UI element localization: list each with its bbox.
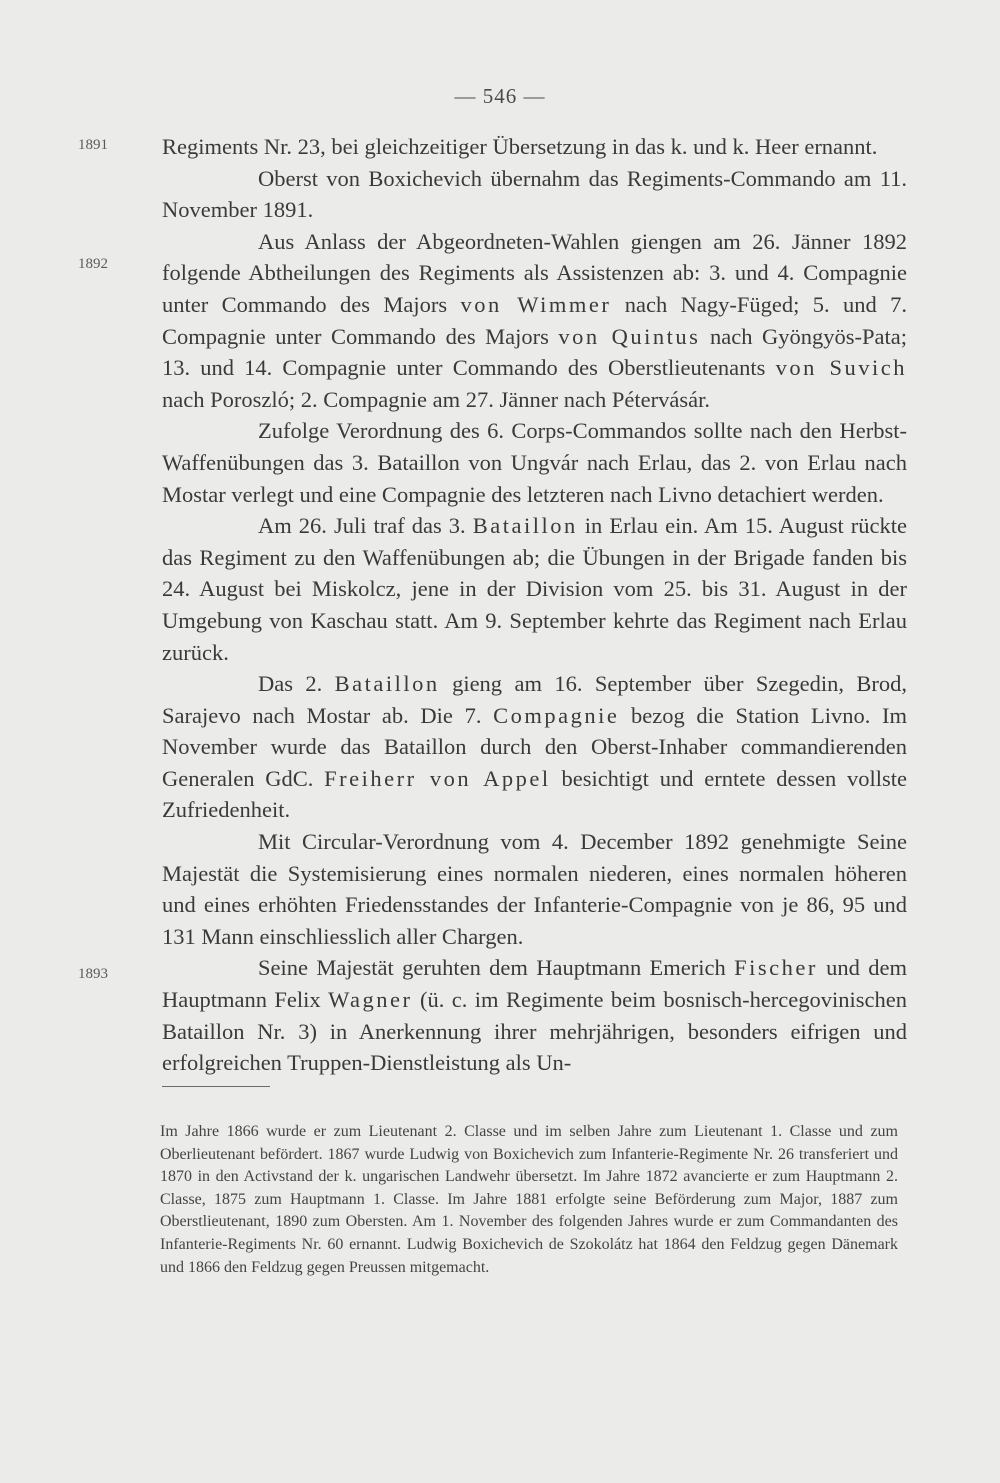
paragraph-7: Mit Circular-Verordnung vom 4. December 1892 genehmigte Seine Majestät die Systemisierung eines normalen niederen, eines normalen höheren und eines erhöhten Friedensstandes der Infanterie-Compagnie von je 86, 95 und 131 Mann einschliesslich aller Chargen. [162,829,907,949]
margin-year-1891: 1891 [78,137,108,153]
name-wimmer: von Wimmer [460,291,612,317]
name-suvich: von Suvich [775,355,907,381]
paragraph-1: Regiments Nr. 23, bei gleichzeitiger Übersetzung in das k. und k. Heer ernannt. [162,134,878,159]
paragraph-8-text: und dem Hauptmann Felix [162,955,907,1013]
footnote: Im Jahre 1866 wurde er zum Lieutenant 2. Classe und im selben Jahre zum Lieutenant 1. Classe und zum Oberlieutenant befördert. 1867 wurde Ludwig von Boxichevich zum Infanterie-Regimente Nr. 26 transferiert und 1870 in den Activstand der k. ungarischen Landwehr übersetzt. Im Jahre 1872 avancierte er zum Hauptmann 2. Classe, 1875 zum Hauptmann 1. Classe. Im Jahre 1881 erfolgte seine Beförderung zum Major, 1887 zum Oberstlieutenant, 1890 zum Obersten. Am 1. November des folgenden Jahres wurde er zum Commandanten des Infanterie-Regiments Nr. 60 ernannt. Ludwig Boxichevich de Szokolátz hat 1864 den Feldzug gegen Dänemark und 1866 den Feldzug gegen Preussen mitgemacht. [160,1123,898,1276]
paragraph-2: Oberst von Boxichevich übernahm das Regiments-Commando am 11. November 1891. [162,165,907,223]
paragraph-6-text: gieng am 16. September über Szegedin, Brod, Sarajevo nach Mostar ab. Die 7. [162,671,907,728]
paragraph-8 [162,952,907,1078]
spaced-compagnie: Compagnie [493,702,620,728]
paragraph-5-text: Am 26. Juli traf das 3. [258,513,473,539]
paragraph-3-text: nach Nagy-Füged; 5. und 7. Compagnie unter Commando des Majors [162,291,907,349]
name-wagner: Wagner [328,987,413,1013]
margin-year-1892: 1892 [78,256,108,272]
margin-year-1893: 1893 [78,966,108,982]
paragraph-6 [162,668,907,826]
spaced-bataillon: Bataillon [334,671,440,697]
name-appel: Freiherr von Appel [324,765,551,791]
page-number: — 546 — [454,84,546,108]
paragraph-8-text: Seine Majestät geruhten dem Hauptmann Emerich [258,955,735,981]
paragraph-5-text: in Erlau ein. Am 15. August rückte das Regiment zu den Waffenübungen ab; die Übungen in der Brigade fanden bis 24. August bei Miskolcz, jene in der Division vom 25. bis 31. August in der Umgebung von Kaschau statt. Am 9. September kehrte das Regiment nach Erlau zurück. [162,513,907,665]
paragraph-8-text: (ü. c. im Regimente beim bosnisch-hercegovinischen Bataillon Nr. 3) in Anerkennung ihrer mehrjährigen, besonders eifrigen und erfolgreichen Truppen-Dienstleistung als Un- [162,987,907,1076]
name-fischer: Fischer [734,955,818,981]
spaced-bataillon: Bataillon [472,513,578,539]
paragraph-3 [162,226,907,416]
paragraph-3-text: nach Gyöngyös-Pata; 13. und 14. Compagnie unter Commando des Oberstlieutenants [162,323,907,381]
name-quintus: von Quintus [558,323,701,349]
paragraph-6-text: besichtigt und erntete dessen vollste Zufriedenheit. [162,765,907,823]
footnote-rule [162,1086,270,1087]
paragraph-5 [162,510,907,668]
paragraph-4: Zufolge Verordnung des 6. Corps-Commandos sollte nach den Herbst-Waffenübungen das 3. Bataillon von Ungvár nach Erlau, das 2. von Erlau nach Mostar verlegt und eine Compagnie des letzteren nach Livno detachiert werden. [162,418,907,507]
paragraph-6-text: Das 2. [258,671,335,697]
main-text [162,131,907,1079]
paragraph-6-text: bezog die Station Livno. Im November wurde das Bataillon durch den Oberst-Inhaber commandierenden Generalen GdC. [162,702,907,791]
paragraph-3-text: nach Poroszló; 2. Compagnie am 27. Jänner nach Pétervásár. [162,386,710,412]
paragraph-3-text: Aus Anlass der Abgeordneten-Wahlen giengen am 26. Jänner 1892 folgende Abtheilungen des Regiments als Assistenzen ab: 3. und 4. Compagnie unter Commando des Majors [162,228,907,317]
